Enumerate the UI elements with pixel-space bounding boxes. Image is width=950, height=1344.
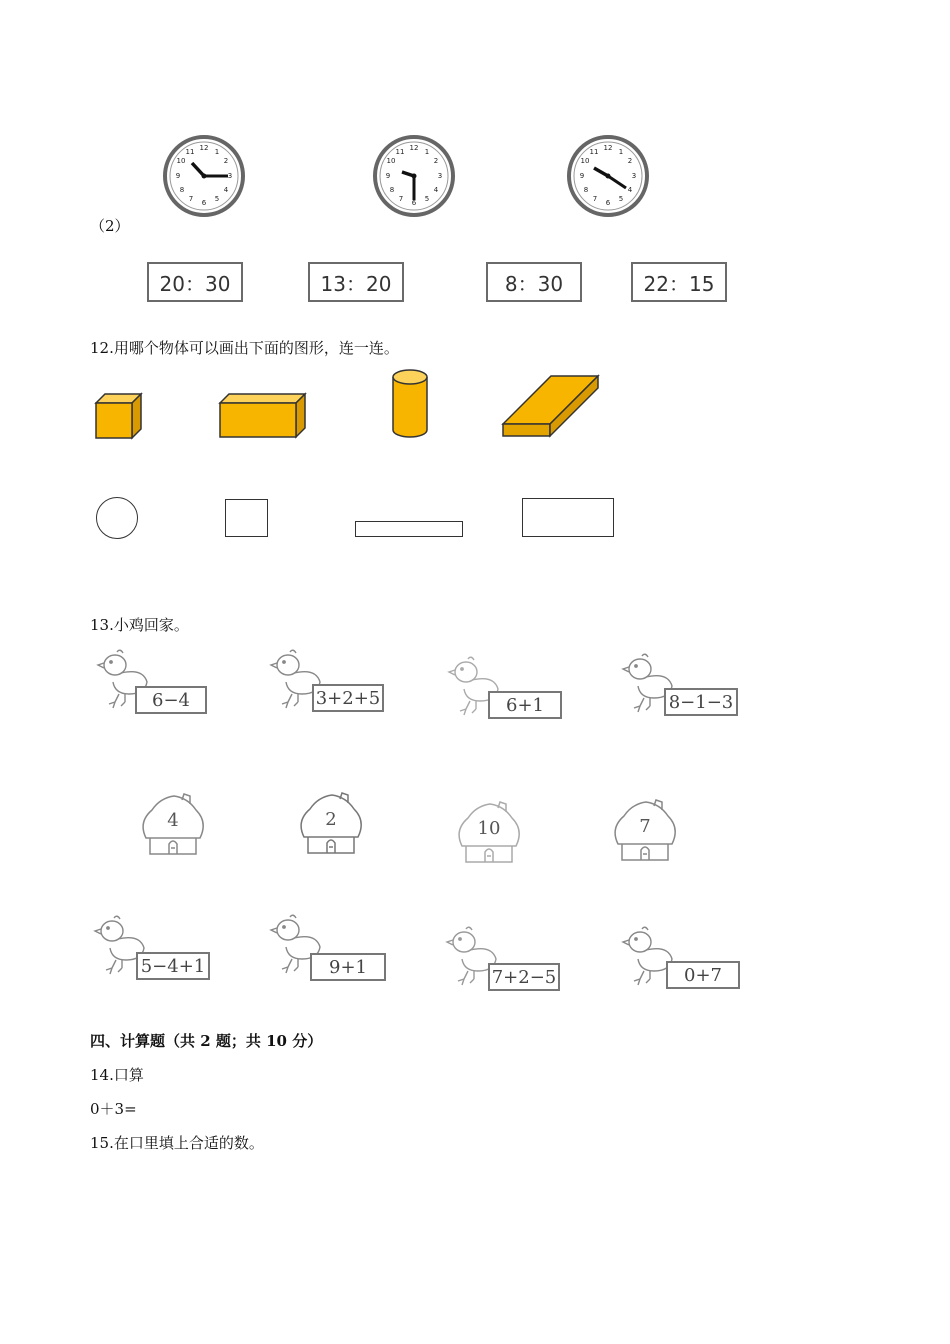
svg-text:5: 5	[424, 195, 430, 203]
house-2	[296, 791, 366, 857]
svg-text:9: 9	[579, 172, 585, 180]
chick-bottom-2	[268, 913, 398, 983]
svg-text:4: 4	[223, 186, 229, 194]
chick-expression: 0+7	[666, 961, 740, 989]
question-12: 12.用哪个物体可以画出下面的图形，连一连。	[90, 339, 399, 357]
chick-bottom-1	[92, 914, 222, 984]
question-14-expression: 0＋3=	[90, 1100, 137, 1118]
svg-text:11: 11	[589, 148, 599, 156]
svg-text:7: 7	[592, 195, 598, 203]
svg-text:7: 7	[398, 195, 404, 203]
house-number: 2	[325, 809, 337, 830]
svg-text:2: 2	[627, 157, 633, 165]
chick-top-2	[268, 648, 398, 718]
svg-text:8: 8	[179, 186, 185, 194]
svg-text:11: 11	[185, 148, 195, 156]
svg-text:5: 5	[618, 195, 624, 203]
svg-text:10: 10	[386, 157, 396, 165]
chick-expression: 6−4	[135, 686, 207, 714]
svg-text:10: 10	[580, 157, 590, 165]
svg-text:3: 3	[227, 172, 233, 180]
clock-icon-2	[372, 134, 456, 218]
house-1	[138, 792, 208, 858]
svg-text:5: 5	[214, 195, 220, 203]
svg-text:7: 7	[188, 195, 194, 203]
svg-text:3: 3	[631, 172, 637, 180]
cuboid-solid	[218, 392, 308, 440]
svg-text:9: 9	[385, 172, 391, 180]
long-rectangle-shape	[355, 521, 463, 537]
svg-text:1: 1	[424, 148, 430, 156]
house-4	[610, 798, 680, 864]
house-number: 4	[167, 810, 179, 831]
cylinder-solid	[390, 368, 430, 440]
svg-text:4: 4	[433, 186, 439, 194]
chick-expression: 5−4+1	[136, 952, 210, 980]
svg-text:6: 6	[201, 199, 207, 207]
svg-text:12: 12	[199, 144, 209, 152]
part-2-label: （2）	[90, 217, 130, 235]
svg-text:6: 6	[411, 199, 417, 207]
svg-text:1: 1	[214, 148, 220, 156]
svg-text:4: 4	[627, 186, 633, 194]
question-13: 13.小鸡回家。	[90, 616, 189, 634]
time-box-1: 20：30	[147, 262, 243, 302]
chick-bottom-4	[620, 925, 750, 995]
house-3	[454, 800, 524, 866]
chick-expression: 7+2−5	[488, 963, 560, 991]
rectangle-shape	[522, 498, 614, 537]
svg-text:9: 9	[175, 172, 181, 180]
svg-text:12: 12	[409, 144, 419, 152]
chick-expression: 6+1	[488, 691, 562, 719]
time-box-2: 13：20	[308, 262, 404, 302]
question-15: 15.在口里填上合适的数。	[90, 1134, 264, 1152]
question-14: 14.口算	[90, 1066, 144, 1084]
time-box-3: 8：30	[486, 262, 582, 302]
svg-text:6: 6	[605, 199, 611, 207]
svg-text:3: 3	[437, 172, 443, 180]
svg-text:11: 11	[395, 148, 405, 156]
circle-shape	[96, 497, 138, 539]
chick-bottom-3	[444, 925, 574, 995]
svg-text:2: 2	[223, 157, 229, 165]
svg-text:10: 10	[176, 157, 186, 165]
chick-expression: 8−1−3	[664, 688, 738, 716]
svg-text:1: 1	[618, 148, 624, 156]
clock-icon-1	[162, 134, 246, 218]
time-box-4: 22：15	[631, 262, 727, 302]
svg-text:2: 2	[433, 157, 439, 165]
svg-text:8: 8	[389, 186, 395, 194]
house-number: 10	[477, 818, 501, 839]
svg-text:8: 8	[583, 186, 589, 194]
svg-text:12: 12	[603, 144, 613, 152]
cube-solid	[94, 392, 144, 440]
section-4-heading: 四、计算题（共 2 题；共 10 分）	[90, 1032, 323, 1050]
chick-expression: 9+1	[310, 953, 386, 981]
chick-top-4	[620, 652, 750, 722]
plank-solid	[500, 372, 602, 440]
chick-top-3	[446, 655, 576, 725]
house-number: 7	[639, 816, 651, 837]
chick-expression: 3+2+5	[312, 684, 384, 712]
clock-icon-3	[566, 134, 650, 218]
chick-top-1	[95, 648, 225, 718]
square-shape	[225, 499, 268, 537]
